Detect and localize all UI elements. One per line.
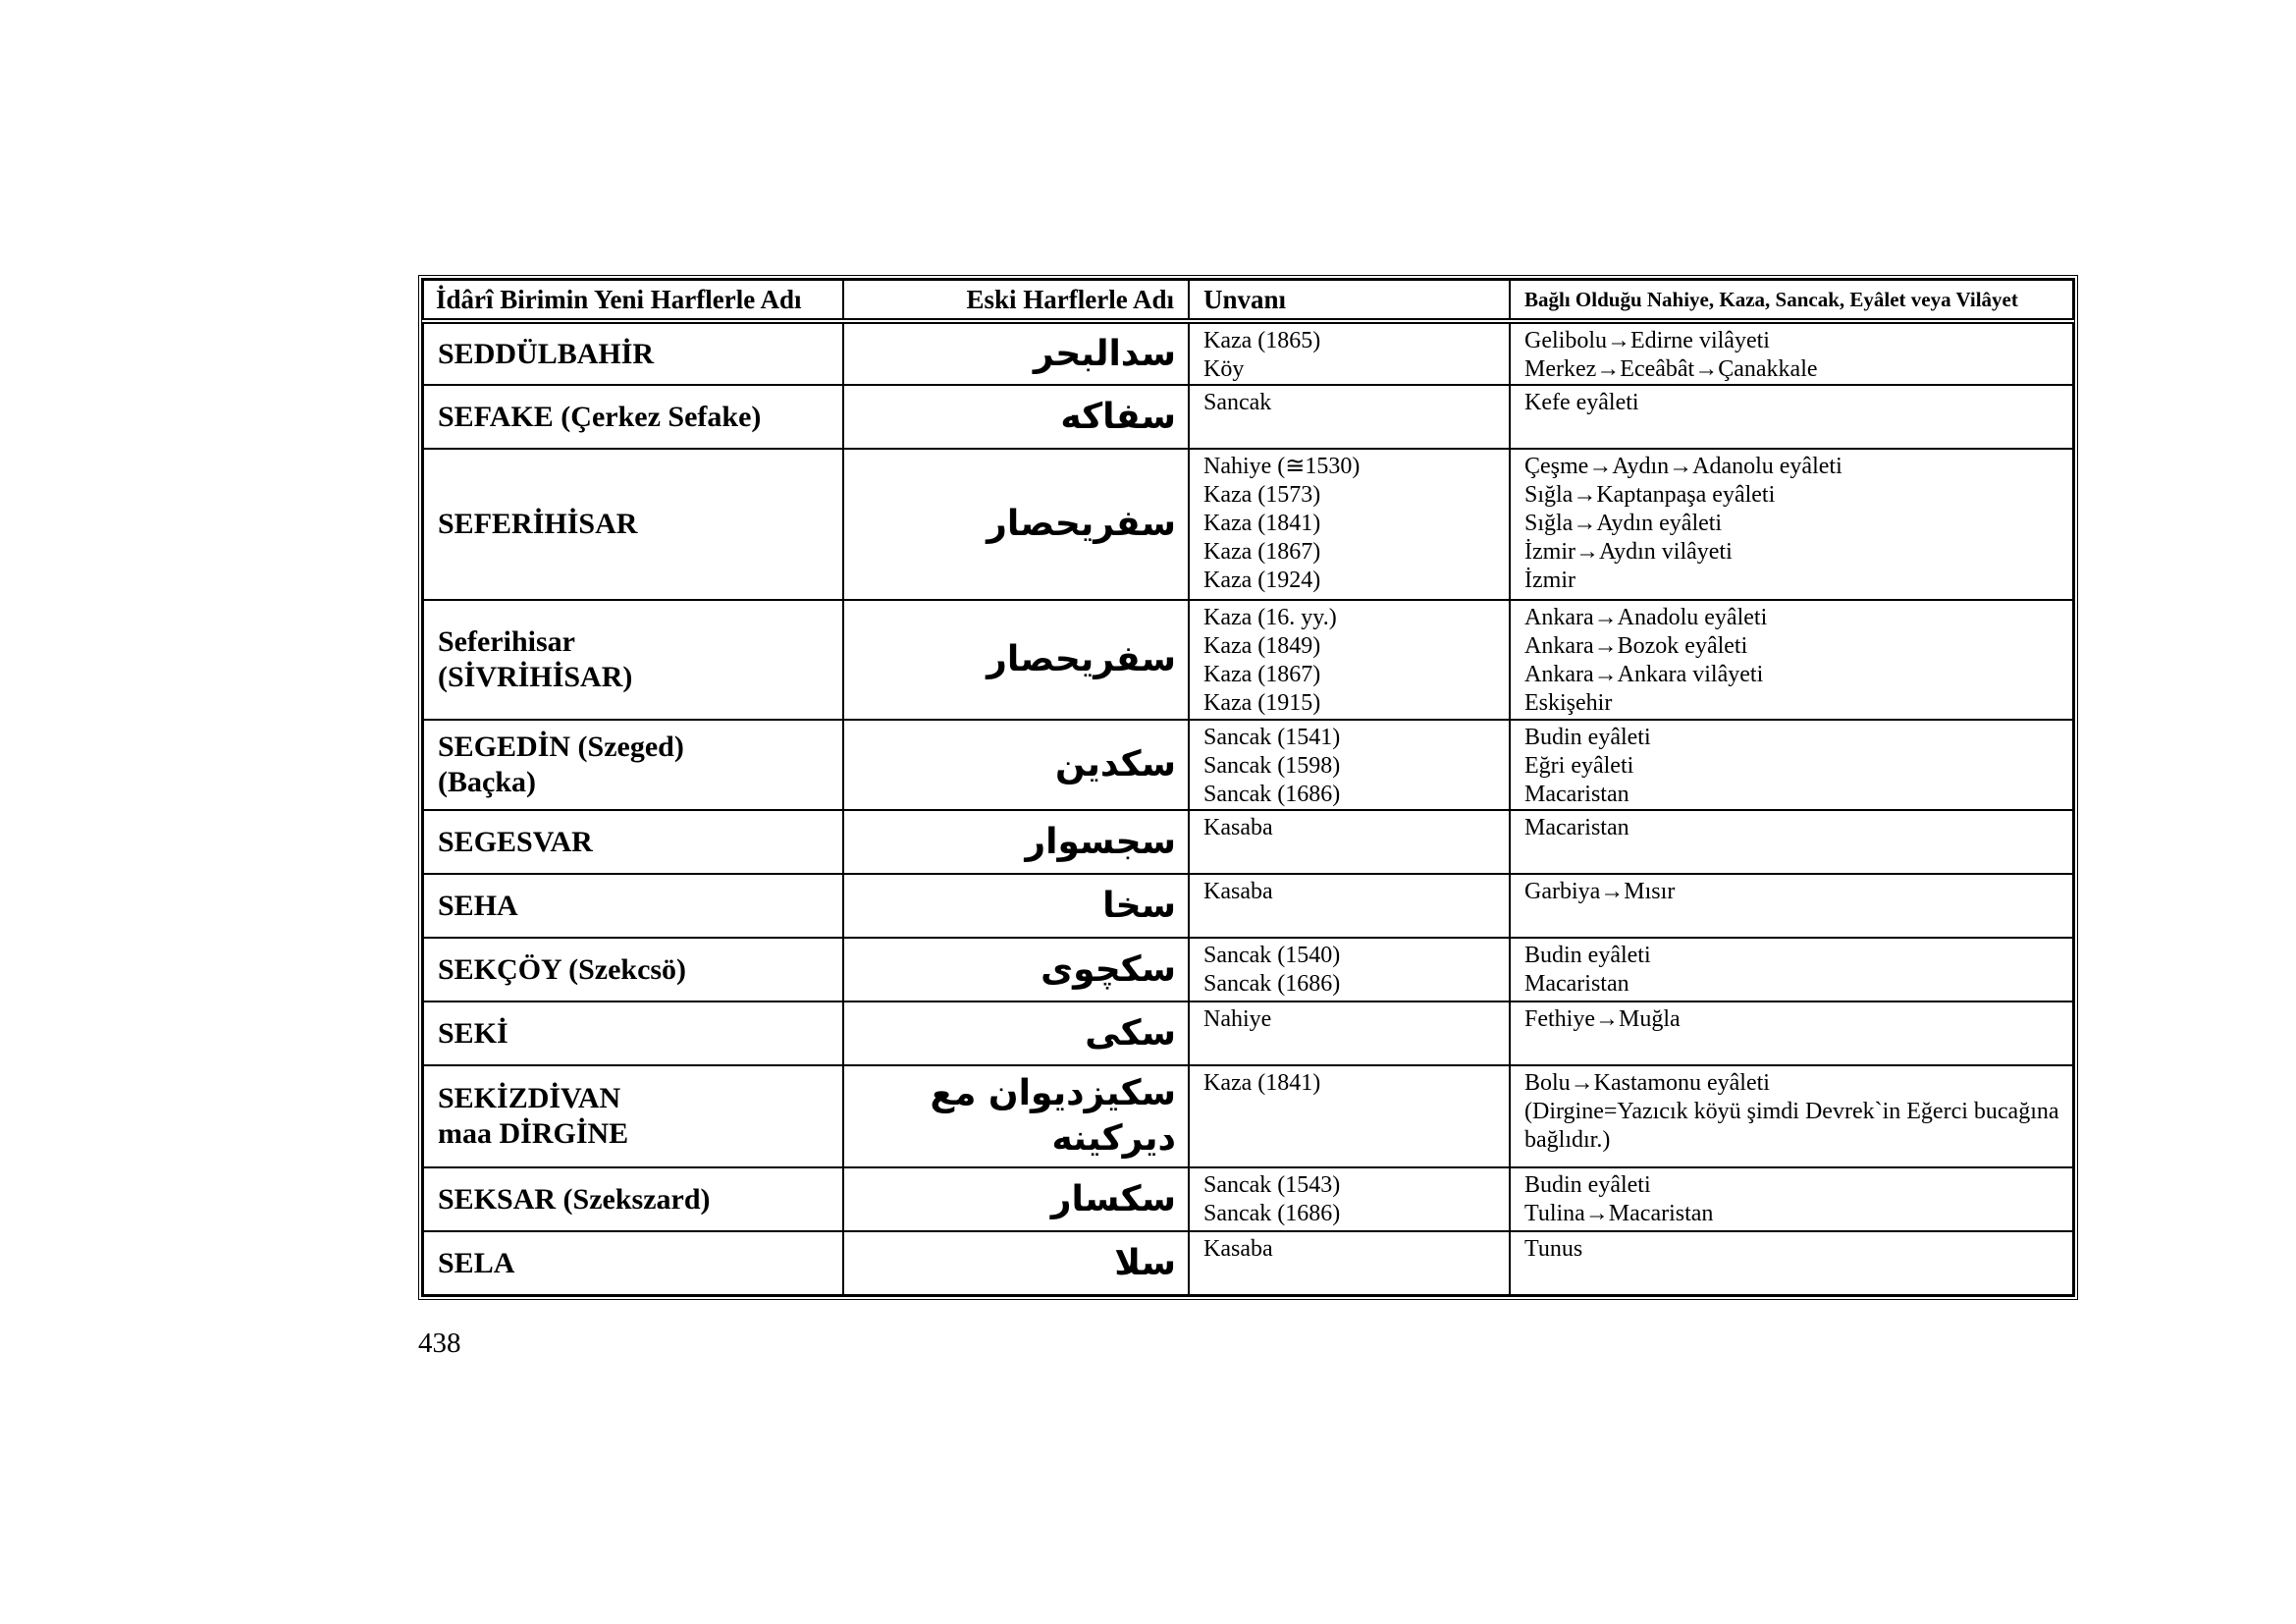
affiliation-line: Budin eyâleti [1524, 1172, 1651, 1198]
administrative-units-table [422, 279, 2074, 1296]
unit-title-line: Kaza (16. yy.) [1203, 605, 1337, 630]
affiliation-cell [1510, 321, 2073, 385]
unit-title-line: Kaza (1924) [1203, 568, 1321, 593]
unit-title-cell [1189, 810, 1510, 874]
unit-title-line: Kaza (1867) [1203, 539, 1321, 565]
affiliation-line: Garbiya→Mısır [1524, 879, 1676, 904]
affiliation-line: Çeşme→Aydın→Adanolu eyâleti [1524, 454, 1842, 479]
unit-title-line: Sancak (1686) [1203, 782, 1341, 807]
unit-name-cell [423, 1231, 843, 1295]
table-row [423, 600, 2073, 720]
unit-title-cell [1189, 938, 1510, 1001]
unit-title-cell [1189, 1065, 1510, 1167]
unit-name-line: SELA [438, 1246, 515, 1279]
ottoman-name-cell: سكدين [843, 720, 1189, 810]
unit-title-line: Sancak (1686) [1203, 971, 1341, 997]
unit-name-cell [423, 1001, 843, 1065]
unit-name-cell [423, 1167, 843, 1231]
unit-name-line: SEFERİHİSAR [438, 508, 638, 540]
unit-title-cell [1189, 1167, 1510, 1231]
unit-name-cell [423, 938, 843, 1001]
affiliation-line: Macaristan [1524, 971, 1629, 997]
unit-title-cell [1189, 874, 1510, 938]
unit-title-cell [1189, 600, 1510, 720]
unit-name-line: SEKİ [438, 1016, 508, 1050]
unit-name-cell [423, 449, 843, 600]
affiliation-line: Ankara→Ankara vilâyeti [1524, 662, 1764, 687]
affiliation-line: Budin eyâleti [1524, 725, 1651, 750]
unit-name-line: maa DİRGİNE [438, 1117, 629, 1150]
unit-title-line: Kaza (1849) [1203, 633, 1321, 659]
unit-name-cell [423, 1065, 843, 1167]
header-title: Unvanı [1189, 280, 1510, 321]
affiliation-line: Sığla→Kaptanpaşa eyâleti [1524, 482, 1776, 508]
unit-name-cell [423, 321, 843, 385]
unit-name-cell [423, 810, 843, 874]
unit-title-line: Sancak (1540) [1203, 943, 1341, 968]
table-row [423, 938, 2073, 1001]
affiliation-cell [1510, 1065, 2073, 1167]
affiliation-cell [1510, 720, 2073, 810]
ottoman-name-cell: سلا [843, 1231, 1189, 1295]
unit-name-cell [423, 385, 843, 449]
affiliation-cell [1510, 1001, 2073, 1065]
table-row [423, 720, 2073, 810]
table-row [423, 449, 2073, 600]
ottoman-name-cell: سكسار [843, 1167, 1189, 1231]
table-row [423, 874, 2073, 938]
affiliation-line: Bolu→Kastamonu eyâleti [1524, 1070, 1770, 1096]
unit-title-line: Sancak (1541) [1203, 725, 1341, 750]
affiliation-line: Eğri eyâleti [1524, 753, 1634, 779]
affiliation-line: Merkez→Eceâbât→Çanakkale [1524, 356, 1818, 382]
table-row [423, 1001, 2073, 1065]
unit-name-line: (SİVRİHİSAR) [438, 661, 633, 693]
affiliation-line: Macaristan [1524, 782, 1629, 807]
unit-title-line: Kasaba [1203, 1236, 1273, 1262]
affiliation-line: Gelibolu→Edirne vilâyeti [1524, 328, 1770, 353]
unit-name-line: SEGESVAR [438, 825, 593, 858]
unit-title-line: Kasaba [1203, 879, 1273, 904]
unit-name-line: Seferihisar [438, 625, 575, 658]
table-row [423, 1231, 2073, 1295]
unit-name-line: SEKİZDİVAN [438, 1082, 621, 1114]
affiliation-line: Tunus [1524, 1236, 1583, 1262]
affiliation-cell [1510, 385, 2073, 449]
unit-title-line: Kaza (1915) [1203, 690, 1321, 716]
unit-name-line: SEKÇÖY (Szekcsö) [438, 952, 687, 986]
affiliation-cell [1510, 938, 2073, 1001]
unit-title-line: Sancak [1203, 390, 1272, 415]
affiliation-line: Ankara→Bozok eyâleti [1524, 633, 1748, 659]
affiliation-line: Macaristan [1524, 815, 1629, 840]
unit-title-line: Kaza (1867) [1203, 662, 1321, 687]
table-row [423, 1167, 2073, 1231]
unit-name-line: SEKSAR (Szekszard) [438, 1182, 711, 1216]
affiliation-line: Tulina→Macaristan [1524, 1201, 1714, 1226]
unit-title-line: Kaza (1841) [1203, 511, 1321, 536]
unit-name-line: SEDDÜLBAHİR [438, 337, 655, 370]
unit-name-cell [423, 600, 843, 720]
affiliation-line: Budin eyâleti [1524, 943, 1651, 968]
ottoman-name-cell: سفريحصار [843, 600, 1189, 720]
unit-name-line: SEHA [438, 889, 518, 922]
affiliation-cell [1510, 874, 2073, 938]
ottoman-name-cell: سجسوار [843, 810, 1189, 874]
table-row [423, 321, 2073, 385]
page-number: 438 [418, 1327, 461, 1359]
unit-title-cell [1189, 321, 1510, 385]
ottoman-name-cell: سفريحصار [843, 449, 1189, 600]
affiliation-line: Fethiye→Muğla [1524, 1006, 1681, 1032]
affiliation-cell [1510, 600, 2073, 720]
unit-title-line: Kaza (1841) [1203, 1070, 1321, 1096]
unit-title-line: Sancak (1598) [1203, 753, 1341, 779]
table-row [423, 1065, 2073, 1167]
affiliation-line: İzmir→Aydın vilâyeti [1524, 539, 1733, 565]
table-row [423, 810, 2073, 874]
affiliation-line: Eskişehir [1524, 690, 1613, 716]
unit-name-line: SEGEDİN (Szeged) [438, 731, 684, 763]
unit-title-line: Köy [1203, 356, 1245, 382]
gazetteer-table-frame [418, 275, 2078, 1300]
unit-title-cell [1189, 449, 1510, 600]
ottoman-name-cell: سفاكه [843, 385, 1189, 449]
unit-name-cell [423, 874, 843, 938]
unit-title-line: Kaza (1573) [1203, 482, 1321, 508]
header-old-name: Eski Harflerle Adı [843, 280, 1189, 321]
unit-title-line: Kaza (1865) [1203, 328, 1321, 353]
table-header-row [423, 280, 2073, 321]
header-new-name: İdârî Birimin Yeni Harflerle Adı [423, 280, 843, 321]
unit-name-line: SEFAKE (Çerkez Sefake) [438, 400, 762, 433]
unit-title-line: Nahiye [1203, 1006, 1272, 1032]
unit-title-cell [1189, 720, 1510, 810]
affiliation-cell [1510, 1167, 2073, 1231]
header-affiliation: Bağlı Olduğu Nahiye, Kaza, Sancak, Eyâlet veya Vilâyet [1510, 280, 2073, 321]
ottoman-name-cell: سخا [843, 874, 1189, 938]
ottoman-name-cell: سكى [843, 1001, 1189, 1065]
unit-title-line: Nahiye (≅1530) [1203, 454, 1361, 479]
unit-title-cell [1189, 1231, 1510, 1295]
affiliation-cell [1510, 810, 2073, 874]
unit-name-line: (Baçka) [438, 766, 536, 798]
unit-name-cell [423, 720, 843, 810]
ottoman-name-cell: سدالبحر [843, 321, 1189, 385]
table-row [423, 385, 2073, 449]
ottoman-name-cell: سكچوى [843, 938, 1189, 1001]
unit-title-line: Sancak (1686) [1203, 1201, 1341, 1226]
affiliation-cell [1510, 1231, 2073, 1295]
affiliation-line: İzmir [1524, 568, 1575, 593]
table-body [423, 321, 2073, 1295]
affiliation-line: (Dirgine=Yazıcık köyü şimdi Devrek`in Eğerci bucağına bağlıdır.) [1524, 1099, 2059, 1153]
unit-title-cell [1189, 385, 1510, 449]
ottoman-name-cell: سكيزديوان مع ديركينه [843, 1065, 1189, 1167]
affiliation-line: Ankara→Anadolu eyâleti [1524, 605, 1768, 630]
unit-title-cell [1189, 1001, 1510, 1065]
affiliation-line: Kefe eyâleti [1524, 390, 1639, 415]
unit-title-line: Kasaba [1203, 815, 1273, 840]
affiliation-cell [1510, 449, 2073, 600]
affiliation-line: Sığla→Aydın eyâleti [1524, 511, 1723, 536]
unit-title-line: Sancak (1543) [1203, 1172, 1341, 1198]
